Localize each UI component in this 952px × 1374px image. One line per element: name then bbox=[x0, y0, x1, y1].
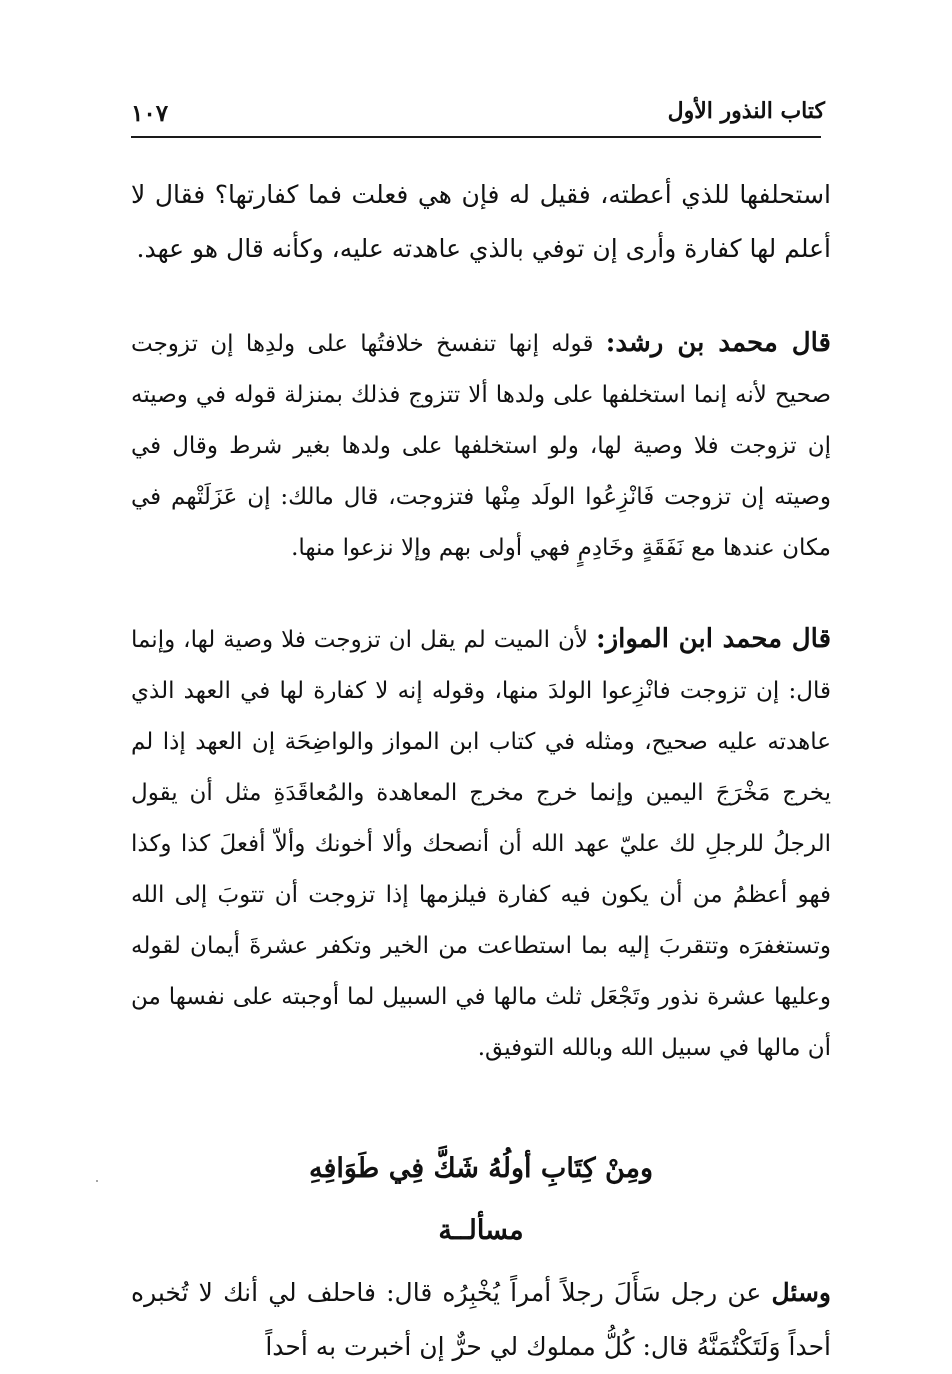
speaker-ibn-rushd: قال محمد بن رشد: bbox=[605, 328, 831, 358]
question-paragraph bbox=[131, 1266, 831, 1374]
section-heading: ومِنْ كِتَابِ أولُهُ شَكَّ فِي طَوَافِهِ bbox=[308, 1153, 654, 1184]
running-title: كتاب النذور الأول bbox=[667, 98, 825, 124]
question-lead-word: وسئل bbox=[771, 1278, 831, 1307]
section-subheading: مسألــة bbox=[438, 1215, 524, 1246]
paragraph-ibn-al-mawwaz-text: لأن الميت لم يقل ان تزوجت فلا وصية لها، وإنما قال: إن تزوجت فانْزِعوا الولدَ منها، وقوله إنه لا كفارة لها في العهد الذي عاهدته عليه صحيح، ومثله في كتاب ابن المواز والواضِحَة إن العهد إذا لم يخرج مَخْرَجَ اليمين وإنما خرج مخرج المعاهدة والمُعاقَدَةِ مثل أن يقول الرجلُ للرجلِ لك عليّ عهد الله أن أنصحك وألا أخونك وألاّ أفعلَ كذا وكذا فهو أعظمُ من أن يكون فيه كفارة فيلزمها إذا تزوجت أن تتوبَ إلى الله وتستغفرَه وتتقربَ إليه بما استطاعت من الخير وتكفر عشرةَ أيمان لقوله وعليها عشرة نذور وتَجْعَل ثلث مالها في السبيل لما أوجبته على نفسها من أن مالها في سبيل الله وبالله التوفيق. bbox=[131, 627, 832, 1061]
question-text: عن رجل سَأَلَ رجلاً أمراً يُخْبِرُه قال: فاحلف لي أنك لا تُخبره أحداً وَلَتَكْتُمَنَّهُ قال: كُلُّ مملوك لي حرٌّ إن أخبرت به أحداً bbox=[131, 1278, 831, 1361]
paragraph-ibn-rushd bbox=[131, 318, 831, 574]
header-rule bbox=[131, 136, 821, 138]
paragraph-ibn-rushd-text: قوله إنها تنفسخ خلافتُها على ولدِها إن تزوجت صحيح لأنه إنما استخلفها على ولدها ألا تتزوج فذلك بمنزلة قوله في وصيته إن تزوجت فلا وصية لها، ولو استخلفها على ولدها بغير شرط وقال في وصيته إن تزوجت فَانْزِعُوا الولَد مِنْها فتزوجت، قال مالك: إن عَزَلَتْهم في مكان عندها مع نَفَقَةٍ وخَادِمٍ فهي أولى بهم وإلا نزعوا منها. bbox=[131, 331, 831, 561]
paragraph-continuation: استحلفها للذي أعطته، فقيل له فإن هي فعلت فما كفارتها؟ فقال لا أعلم لها كفارة وأرى إن توفي بالذي عاهدته عليه، وكأنه قال هو عهد. bbox=[131, 180, 831, 263]
scan-speck bbox=[96, 1180, 98, 1182]
paragraph-ibn-al-mawwaz bbox=[131, 614, 831, 1074]
page-body bbox=[131, 168, 831, 1374]
page-number: ١٠٧ bbox=[131, 100, 169, 127]
speaker-ibn-al-mawwaz: قال محمد ابن المواز: bbox=[595, 624, 831, 654]
